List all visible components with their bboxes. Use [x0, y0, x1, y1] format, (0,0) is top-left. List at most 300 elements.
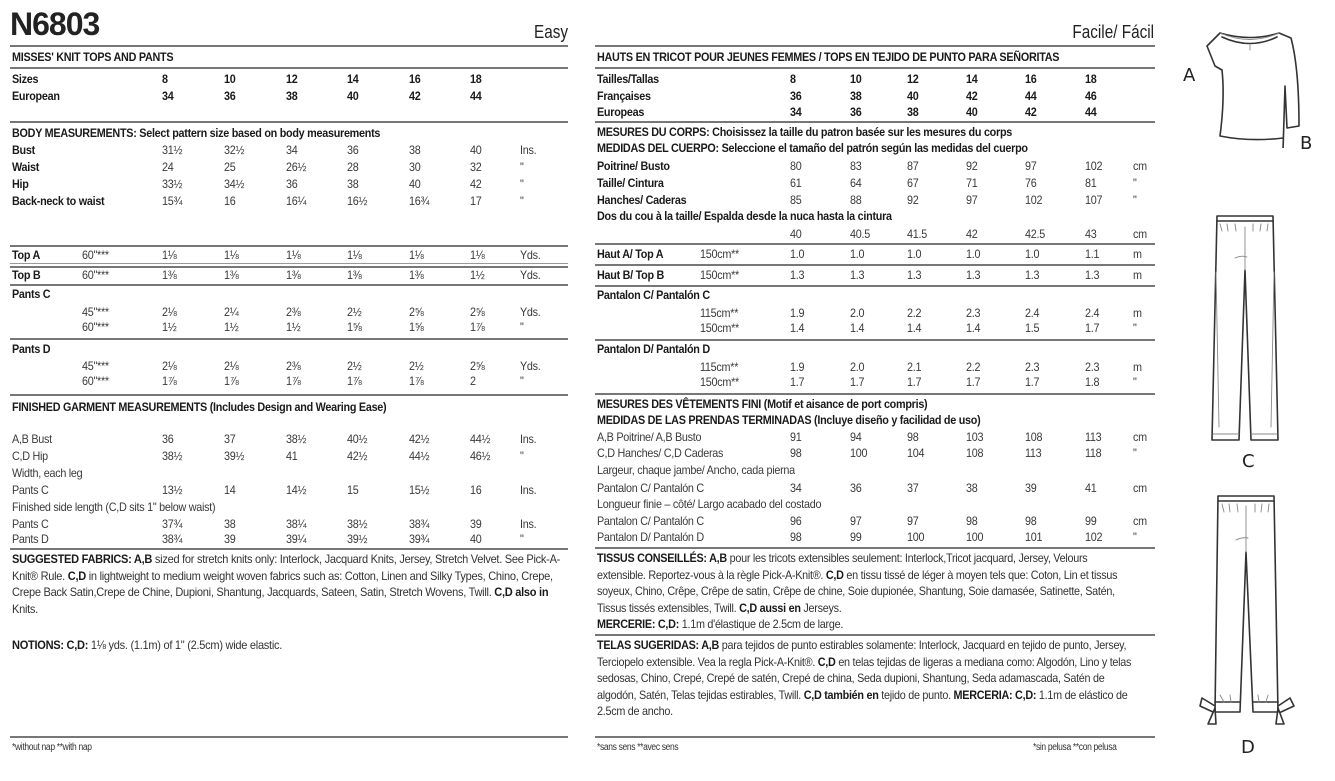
size-value: 102 [1085, 159, 1103, 173]
size-value: 40 [966, 105, 978, 119]
unit-label: " [1133, 446, 1137, 460]
size-value: 1.3 [907, 268, 922, 282]
sizes-label: Sizes [12, 72, 39, 86]
divider [595, 285, 1155, 287]
size-value: 104 [907, 446, 925, 460]
unit-label: Ins. [520, 483, 537, 497]
size-value: 37 [907, 481, 919, 495]
size-value: 38 [286, 89, 298, 103]
size-value: 1.4 [966, 321, 981, 335]
size-value: 2⅜ [286, 359, 301, 373]
body-heading-fr: MESURES DU CORPS: Choisissez la taille du patron basée sur les mesures du corps [597, 125, 1013, 139]
size-value: 2.3 [1085, 360, 1100, 374]
size-value: 98 [907, 430, 919, 444]
row-label: Top B [12, 268, 41, 282]
body-measurements-heading-en: BODY MEASUREMENTS: Select pattern size based on body measurements [12, 126, 381, 140]
body-heading-es: MEDIDAS DEL CUERPO: Seleccione el tamaño del patrón según las medidas del cuerpo [597, 141, 1028, 155]
size-value: 1⅛ [409, 248, 424, 262]
size-value: 2½ [409, 359, 424, 373]
size-value: 46½ [470, 449, 491, 463]
size-value: 8 [790, 72, 796, 86]
size-value: 2⅝ [409, 305, 424, 319]
size-value: 100 [966, 530, 984, 544]
divider [10, 67, 568, 69]
row-label: Hip [12, 177, 29, 191]
pants-c-illustration-icon [1205, 212, 1295, 444]
size-value: 38¾ [162, 532, 183, 546]
size-value: 41 [286, 449, 298, 463]
size-value: 14 [966, 72, 978, 86]
size-value: 92 [907, 193, 919, 207]
size-value: 98 [966, 514, 978, 528]
fabric-width: 115cm** [700, 360, 739, 374]
unit-label: Yds. [520, 305, 541, 319]
size-value: 16½ [347, 194, 368, 208]
size-value: 1⅛ [224, 248, 239, 262]
fabric-width: 115cm** [700, 306, 739, 320]
unit-label: Ins. [520, 517, 537, 531]
divider [10, 45, 568, 47]
size-value: 1.0 [907, 247, 922, 261]
size-value: 36 [286, 177, 298, 191]
row-label: Pants D [12, 532, 49, 546]
finished-heading-es: MEDIDAS DE LAS PRENDAS TERMINADAS (Incluye diseño y facilidad de uso) [597, 413, 981, 427]
difficulty-fr-es: Facile/ Fácil [1072, 22, 1154, 42]
size-value: 42 [470, 177, 482, 191]
size-value: 25 [224, 160, 236, 174]
unit-label: " [520, 320, 524, 334]
size-value: 36 [790, 89, 802, 103]
size-value: 16 [1025, 72, 1037, 86]
size-value: 46 [1085, 89, 1097, 103]
size-value: 2⅛ [162, 359, 177, 373]
divider [595, 547, 1155, 549]
size-value: 39½ [347, 532, 368, 546]
size-value: 97 [907, 514, 919, 528]
divider [595, 243, 1155, 245]
size-value: 2⅝ [470, 305, 485, 319]
divider [10, 121, 568, 123]
size-value: 38¾ [409, 517, 430, 531]
size-value: 38 [224, 517, 236, 531]
row-label: Pants D [12, 342, 51, 356]
size-value: 91 [790, 430, 802, 444]
size-value: 100 [850, 446, 868, 460]
divider [595, 634, 1155, 636]
size-value: 39½ [224, 449, 245, 463]
size-value: 1⅞ [286, 374, 301, 388]
unit-label: " [1133, 176, 1137, 190]
row-label: Back-neck to waist [12, 194, 105, 208]
size-value: 32½ [224, 143, 245, 157]
size-value: 31½ [162, 143, 183, 157]
size-value: 16¼ [286, 194, 307, 208]
size-value: 1⅛ [347, 248, 362, 262]
size-value: 71 [966, 176, 978, 190]
size-value: 44 [470, 89, 482, 103]
fabric-width: 45"*** [82, 305, 109, 319]
size-value: 1.3 [850, 268, 865, 282]
size-value: 24 [162, 160, 174, 174]
size-value: 39 [224, 532, 236, 546]
size-value: 8 [162, 72, 168, 86]
size-value: 34½ [224, 177, 245, 191]
size-value: 40 [907, 89, 919, 103]
size-value: 18 [470, 72, 482, 86]
width-label: Width, each leg [12, 466, 83, 480]
divider [10, 245, 568, 247]
row-label: Pantalon C/ Pantalón C [597, 288, 710, 302]
size-value: 10 [850, 72, 862, 86]
size-value: 15 [347, 483, 359, 497]
size-value: 83 [850, 159, 862, 173]
unit-label: cm [1133, 514, 1147, 528]
size-value: 76 [1025, 176, 1037, 190]
size-value: 40 [470, 532, 482, 546]
europeas-label: Europeas [597, 105, 645, 119]
size-value: 2½ [347, 359, 362, 373]
size-value: 40 [470, 143, 482, 157]
size-value: 38 [966, 481, 978, 495]
size-value: 13½ [162, 483, 183, 497]
size-value: 1⅝ [409, 320, 424, 334]
divider [10, 263, 568, 264]
size-value: 88 [850, 193, 862, 207]
size-value: 39¾ [409, 532, 430, 546]
size-value: 1.9 [790, 306, 805, 320]
size-value: 36 [224, 89, 236, 103]
fabric-width: 60"*** [82, 374, 109, 388]
size-value: 1.7 [1085, 321, 1100, 335]
size-value: 36 [850, 481, 862, 495]
size-value: 107 [1085, 193, 1103, 207]
section-title-fr-es: HAUTS EN TRICOT POUR JEUNES FEMMES / TOPS EN TEJIDO DE PUNTO PARA SEÑORITAS [597, 50, 1060, 64]
row-label: Pants C [12, 517, 49, 531]
size-value: 33½ [162, 177, 183, 191]
unit-label: cm [1133, 430, 1147, 444]
unit-label: Yds. [520, 248, 541, 262]
size-value: 38½ [162, 449, 183, 463]
unit-label: " [1133, 193, 1137, 207]
row-label: Top A [12, 248, 41, 262]
size-value: 1⅞ [224, 374, 239, 388]
size-value: 32 [470, 160, 482, 174]
size-value: 1½ [224, 320, 239, 334]
view-a-label: A [1183, 65, 1196, 86]
size-value: 1.7 [1025, 375, 1040, 389]
view-d-label: D [1241, 737, 1255, 758]
size-value: 42 [1025, 105, 1037, 119]
size-value: 99 [1085, 514, 1097, 528]
unit-label: cm [1133, 159, 1147, 173]
unit-label: Ins. [520, 432, 537, 446]
size-value: 102 [1025, 193, 1043, 207]
tissus-conseilles-fr: TISSUS CONSEILLÉS: A,B pour les tricots extensibles seulement: Interlock,Tricot jacquard, Jersey, Velours extensible. Reportez-vous à la règle Pick-A-Knit®. C,D en tissu tissé de léger à moyen tels que: Coton, Lin et tissus soyeux, Chino, Crêpe, Crêpe de satin, Crêpe de chine, Soie dupionée, Shantung, Soie damasée, Satinette, Satén, Tissus tissés extensibles, Twill. C,D aussi en Jerseys. MERCERIE: C,D: 1.1m d'élastique de 2.5cm de large. [597, 551, 1118, 631]
view-c-label: C [1242, 451, 1255, 472]
size-value: 41 [1085, 481, 1097, 495]
telas-sugeridas-es: TELAS SUGERIDAS: A,B para tejidos de punto estirables solamente: Interlock, Jacquard en tejido de punto, Jersey, Terciopelo extensible. Vea la regla Pick-A-Knit®. C,D en telas tejidas de ligeras a mediana como: Algodón, Lino y telas sedosas, Chino, Crepé, Crepé de satén, Crepé de china, Seda dupioni, Shantung, Seda adamascada, Satén de algodón, Satén, Telas tejidas estirables, Twill. C,D también en tejido de punto. MERCERIA: C,D: 1.1m de elástico de 2.5cm de ancho. [597, 638, 1132, 718]
divider [595, 393, 1155, 395]
size-value: 44 [1025, 89, 1037, 103]
size-value: 16¾ [409, 194, 430, 208]
row-label: Waist [12, 160, 40, 174]
unit-label: " [520, 177, 524, 191]
unit-label: " [520, 160, 524, 174]
size-value: 2 [470, 374, 476, 388]
size-value: 44½ [470, 432, 491, 446]
view-b-label: B [1300, 133, 1313, 154]
size-value: 113 [1085, 430, 1102, 444]
size-value: 100 [907, 530, 925, 544]
size-value: 15½ [409, 483, 430, 497]
size-value: 1.5 [1025, 321, 1040, 335]
divider [595, 121, 1155, 123]
size-value: 34 [790, 105, 802, 119]
row-label: Hanches/ Caderas [597, 193, 687, 207]
size-value: 1⅜ [286, 268, 301, 282]
size-value: 2.4 [1085, 306, 1100, 320]
width-label: Largeur, chaque jambe/ Ancho, cada pierna [597, 463, 795, 477]
size-value: 38½ [286, 432, 307, 446]
fabric-width: 150cm** [700, 247, 739, 261]
size-value: 1.3 [1085, 268, 1100, 282]
row-label: Pants C [12, 483, 49, 497]
size-value: 1½ [162, 320, 177, 334]
footnote-fr: *sans sens **avec sens [597, 742, 679, 753]
size-value: 42½ [347, 449, 368, 463]
notions-en: NOTIONS: C,D: 1⅛ yds. (1.1m) of 1" (2.5cm) wide elastic. [12, 638, 283, 652]
size-value: 1.7 [790, 375, 805, 389]
size-value: 40 [409, 177, 421, 191]
size-value: 85 [790, 193, 802, 207]
size-value: 96 [790, 514, 802, 528]
size-value: 1⅛ [162, 248, 177, 262]
size-value: 2.4 [1025, 306, 1040, 320]
unit-label: m [1133, 360, 1142, 374]
unit-label: m [1133, 268, 1142, 282]
size-value: 44 [1085, 105, 1097, 119]
size-value: 36 [162, 432, 174, 446]
unit-label: " [1133, 375, 1137, 389]
size-value: 12 [907, 72, 919, 86]
size-value: 2⅛ [162, 305, 177, 319]
size-value: 28 [347, 160, 359, 174]
size-value: 1.8 [1085, 375, 1100, 389]
size-value: 1.7 [907, 375, 922, 389]
size-value: 97 [1025, 159, 1037, 173]
size-value: 1⅜ [162, 268, 177, 282]
size-value: 42.5 [1025, 227, 1045, 241]
size-value: 1.3 [966, 268, 981, 282]
finished-heading-en: FINISHED GARMENT MEASUREMENTS (Includes Design and Wearing Ease) [12, 400, 387, 414]
row-label: Pantalon C/ Pantalón C [597, 481, 704, 495]
size-value: 2.3 [1025, 360, 1040, 374]
size-value: 97 [966, 193, 978, 207]
size-value: 98 [790, 530, 802, 544]
size-value: 14 [224, 483, 236, 497]
size-value: 1½ [286, 320, 301, 334]
size-value: 2.3 [966, 306, 981, 320]
size-value: 1⅞ [470, 320, 485, 334]
size-value: 2½ [347, 305, 362, 319]
finished-heading-fr: MESURES DES VÊTEMENTS FINI (Motif et aisance de port compris) [597, 397, 928, 411]
size-value: 38 [409, 143, 421, 157]
size-value: 99 [850, 530, 862, 544]
unit-label: m [1133, 306, 1142, 320]
divider [595, 45, 1155, 47]
size-value: 34 [162, 89, 174, 103]
back-label-fr-es: Dos du cou à la taille/ Espalda desde la nuca hasta la cintura [597, 209, 892, 223]
size-value: 36 [347, 143, 359, 157]
size-value: 41.5 [907, 227, 927, 241]
size-value: 15¾ [162, 194, 183, 208]
size-value: 1.1 [1085, 247, 1100, 261]
size-value: 92 [966, 159, 978, 173]
size-value: 37 [224, 432, 236, 446]
fabric-width: 60"*** [82, 248, 109, 262]
row-label: Haut B/ Top B [597, 268, 665, 282]
size-value: 38¼ [286, 517, 307, 531]
size-value: 1.4 [850, 321, 865, 335]
size-value: 40½ [347, 432, 368, 446]
size-value: 94 [850, 430, 862, 444]
size-value: 39 [1025, 481, 1037, 495]
size-value: 1.0 [850, 247, 865, 261]
row-label: C,D Hip [12, 449, 48, 463]
row-label: Taille/ Cintura [597, 176, 664, 190]
divider [595, 339, 1155, 341]
size-value: 37¾ [162, 517, 183, 531]
unit-label: Yds. [520, 359, 541, 373]
pattern-number: N6803 [10, 6, 100, 42]
size-value: 1⅝ [347, 320, 362, 334]
fabric-width: 150cm** [700, 268, 739, 282]
size-value: 1.9 [790, 360, 805, 374]
size-value: 1.4 [790, 321, 805, 335]
size-value: 1⅜ [224, 268, 239, 282]
size-value: 98 [790, 446, 802, 460]
unit-label: " [520, 374, 524, 388]
size-value: 42 [966, 89, 978, 103]
row-label: Haut A/ Top A [597, 247, 664, 261]
size-value: 1⅜ [409, 268, 424, 282]
unit-label: cm [1133, 227, 1147, 241]
size-value: 1⅞ [409, 374, 424, 388]
size-value: 1.3 [1025, 268, 1040, 282]
size-value: 2⅝ [470, 359, 485, 373]
size-value: 12 [286, 72, 298, 86]
size-value: 1⅜ [347, 268, 362, 282]
size-value: 2⅛ [224, 359, 239, 373]
row-label: A,B Poitrine/ A,B Busto [597, 430, 702, 444]
size-value: 40 [790, 227, 802, 241]
size-value: 2¼ [224, 305, 239, 319]
divider [595, 264, 1155, 266]
size-value: 38 [347, 177, 359, 191]
length-label: Finished side length (C,D sits 1" below waist) [12, 500, 216, 514]
divider [10, 338, 568, 340]
size-value: 2.0 [850, 306, 865, 320]
divider [595, 736, 1155, 738]
size-value: 42½ [409, 432, 430, 446]
difficulty-en: Easy [533, 22, 568, 42]
size-value: 14 [347, 72, 359, 86]
size-value: 1.0 [790, 247, 805, 261]
section-title-en: MISSES' KNIT TOPS AND PANTS [12, 50, 174, 64]
size-value: 1.7 [966, 375, 981, 389]
fabric-width: 45"*** [82, 359, 109, 373]
row-label: Bust [12, 143, 35, 157]
unit-label: Ins. [520, 143, 537, 157]
fabric-width: 150cm** [700, 375, 739, 389]
top-illustration-icon [1195, 28, 1310, 148]
size-value: 61 [790, 176, 802, 190]
row-label: A,B Bust [12, 432, 52, 446]
size-value: 1⅛ [470, 248, 485, 262]
size-value: 1⅛ [286, 248, 301, 262]
size-value: 97 [850, 514, 862, 528]
length-label: Longueur finie – côté/ Largo acabado del costado [597, 497, 822, 511]
size-value: 98 [1025, 514, 1037, 528]
unit-label: m [1133, 247, 1142, 261]
size-value: 80 [790, 159, 802, 173]
francaises-label: Françaises [597, 89, 651, 103]
size-value: 81 [1085, 176, 1097, 190]
size-value: 118 [1085, 446, 1102, 460]
size-value: 10 [224, 72, 236, 86]
size-value: 44½ [409, 449, 430, 463]
fabric-width: 60"*** [82, 320, 109, 334]
size-value: 87 [907, 159, 919, 173]
size-value: 17 [470, 194, 482, 208]
size-value: 64 [850, 176, 862, 190]
size-value: 1⅞ [347, 374, 362, 388]
fabric-width: 60"*** [82, 268, 109, 282]
size-value: 34 [790, 481, 802, 495]
size-value: 38 [907, 105, 919, 119]
size-value: 18 [1085, 72, 1097, 86]
divider [10, 548, 568, 550]
row-label: Poitrine/ Busto [597, 159, 670, 173]
row-label: Pantalon C/ Pantalón C [597, 514, 704, 528]
sizes-label: Tailles/Tallas [597, 72, 659, 86]
size-value: 38 [850, 89, 862, 103]
size-value: 2.2 [907, 306, 922, 320]
size-value: 67 [907, 176, 919, 190]
size-value: 39¼ [286, 532, 307, 546]
size-value: 42 [966, 227, 978, 241]
size-value: 103 [966, 430, 984, 444]
row-label: C,D Hanches/ C,D Caderas [597, 446, 724, 460]
divider [10, 284, 568, 286]
size-value: 43 [1085, 227, 1097, 241]
unit-label: " [520, 449, 524, 463]
suggested-fabrics-en: SUGGESTED FABRICS: A,B sized for stretch knits only: Interlock, Jacquard Knits, Jersey, Stretch Velvet. See Pick-A-Knit® Rule. C,D in lightweight to medium weight woven fabrics such as: Cotton, Linen and Silky Types, Chino, Crepe, Crepe Back Satin,Crepe de Chine, Dupioni, Shantung, Jacquards, Sateen, Satin, Stretch Wovens, Twill. C,D also in Knits. [12, 552, 561, 616]
divider [10, 394, 568, 396]
footnote-en: *without nap **with nap [12, 742, 92, 753]
footnote-es: *sin pelusa **con pelusa [1033, 742, 1117, 753]
size-value: 1.0 [966, 247, 981, 261]
row-label: Pantalon D/ Pantalón D [597, 530, 704, 544]
size-value: 1.4 [907, 321, 922, 335]
size-value: 14½ [286, 483, 307, 497]
size-value: 39 [470, 517, 482, 531]
size-value: 2.0 [850, 360, 865, 374]
row-label: Pants C [12, 287, 51, 301]
size-value: 26½ [286, 160, 307, 174]
size-value: 1⅞ [162, 374, 177, 388]
size-value: 40 [347, 89, 359, 103]
